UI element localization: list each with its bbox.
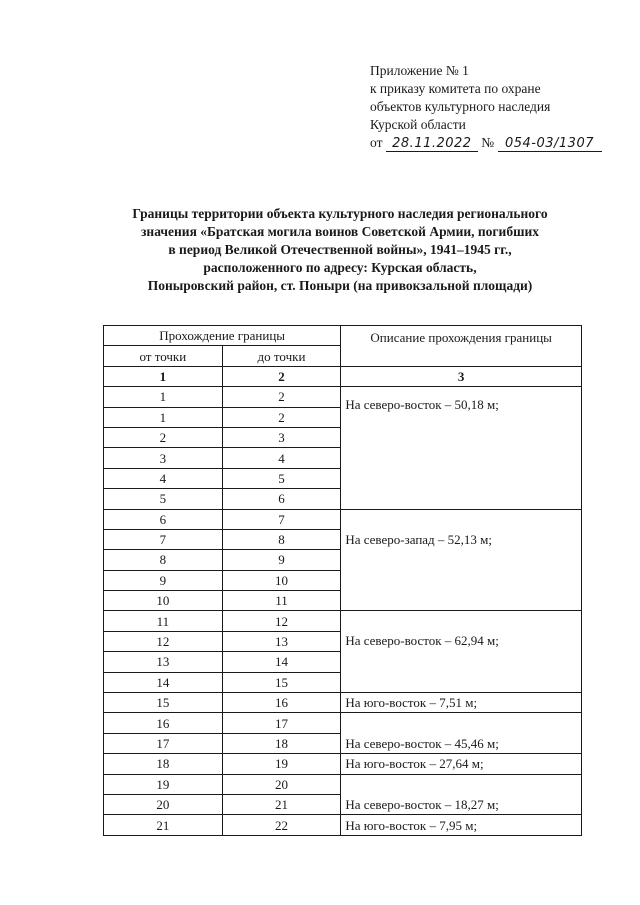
description-cell: На северо-восток – 62,94 м; [341, 611, 582, 693]
to-point-cell: 16 [222, 693, 341, 713]
table-row [104, 754, 582, 774]
from-point-cell: 1 [104, 407, 223, 427]
handwritten-number: 054-03/1307 [498, 137, 602, 152]
from-point-cell: 17 [104, 733, 223, 753]
title-line-1: Границы территории объекта культурного наследия регионального [132, 206, 548, 221]
appendix-date-line [370, 134, 635, 152]
to-point-cell: 22 [222, 815, 341, 835]
to-point-cell: 18 [222, 733, 341, 753]
to-point-cell: 2 [222, 407, 341, 427]
from-point-cell: 20 [104, 794, 223, 814]
from-point-cell: 4 [104, 468, 223, 488]
to-point-cell: 13 [222, 631, 341, 651]
to-point-cell: 12 [222, 611, 341, 631]
table-row [104, 509, 582, 529]
table-row [104, 611, 582, 631]
column-number: 2 [222, 366, 341, 386]
title-line-5: Поныровский район, ст. Поныри (на привокзальной площади) [147, 278, 533, 293]
number-prefix: № [481, 135, 495, 150]
to-point-cell: 20 [222, 774, 341, 794]
title-line-4: расположенного по адресу: Курская область, [203, 260, 477, 275]
to-point-cell: 11 [222, 591, 341, 611]
from-point-cell: 6 [104, 509, 223, 529]
table-row [104, 815, 582, 835]
appendix-block [370, 62, 635, 152]
title-line-3: в период Великой Отечественной войны», 1941–1945 гг., [168, 242, 512, 257]
to-point-cell: 21 [222, 794, 341, 814]
description-cell: На северо-восток – 50,18 м; [341, 387, 582, 509]
to-point-cell: 6 [222, 489, 341, 509]
from-point-cell: 19 [104, 774, 223, 794]
boundary-table [103, 325, 582, 836]
table-row [104, 774, 582, 794]
title-line-2: значения «Братская могила воинов Советской Армии, погибших [141, 224, 539, 239]
table-row [104, 387, 582, 407]
from-point-cell: 2 [104, 427, 223, 447]
column-number-row [104, 366, 582, 386]
header-from-point: от точки [104, 346, 223, 366]
table-row [104, 713, 582, 733]
header-boundary-path: Прохождение границы [104, 326, 341, 346]
from-point-cell: 7 [104, 529, 223, 549]
header-row-1 [104, 326, 582, 346]
from-point-cell: 8 [104, 550, 223, 570]
to-point-cell: 10 [222, 570, 341, 590]
from-point-cell: 1 [104, 387, 223, 407]
from-point-cell: 12 [104, 631, 223, 651]
column-number: 3 [341, 366, 582, 386]
from-point-cell: 16 [104, 713, 223, 733]
to-point-cell: 17 [222, 713, 341, 733]
to-point-cell: 8 [222, 529, 341, 549]
from-point-cell: 15 [104, 693, 223, 713]
from-point-cell: 5 [104, 489, 223, 509]
from-point-cell: 3 [104, 448, 223, 468]
table-row [104, 693, 582, 713]
description-cell: На северо-запад – 52,13 м; [341, 509, 582, 611]
from-point-cell: 13 [104, 652, 223, 672]
handwritten-date: 28.11.2022 [386, 137, 478, 152]
from-point-cell: 14 [104, 672, 223, 692]
header-to-point: до точки [222, 346, 341, 366]
appendix-line-3: объектов культурного наследия [370, 99, 551, 114]
to-point-cell: 7 [222, 509, 341, 529]
appendix-line-2: к приказу комитета по охране [370, 81, 541, 96]
to-point-cell: 15 [222, 672, 341, 692]
date-prefix: от [370, 135, 383, 150]
to-point-cell: 3 [222, 427, 341, 447]
description-cell: На юго-восток – 7,95 м; [341, 815, 582, 835]
to-point-cell: 2 [222, 387, 341, 407]
description-cell: На юго-восток – 7,51 м; [341, 693, 582, 713]
to-point-cell: 5 [222, 468, 341, 488]
to-point-cell: 19 [222, 754, 341, 774]
from-point-cell: 21 [104, 815, 223, 835]
to-point-cell: 14 [222, 652, 341, 672]
from-point-cell: 9 [104, 570, 223, 590]
header-description: Описание прохождения границы [341, 326, 582, 367]
appendix-line-4: Курской области [370, 117, 466, 132]
column-number: 1 [104, 366, 223, 386]
to-point-cell: 9 [222, 550, 341, 570]
to-point-cell: 4 [222, 448, 341, 468]
from-point-cell: 10 [104, 591, 223, 611]
from-point-cell: 18 [104, 754, 223, 774]
description-cell: На юго-восток – 27,64 м; [341, 754, 582, 774]
description-cell: На северо-восток – 18,27 м; [341, 774, 582, 815]
document-title [90, 205, 590, 295]
appendix-line-1: Приложение № 1 [370, 63, 469, 78]
from-point-cell: 11 [104, 611, 223, 631]
description-cell: На северо-восток – 45,46 м; [341, 713, 582, 754]
